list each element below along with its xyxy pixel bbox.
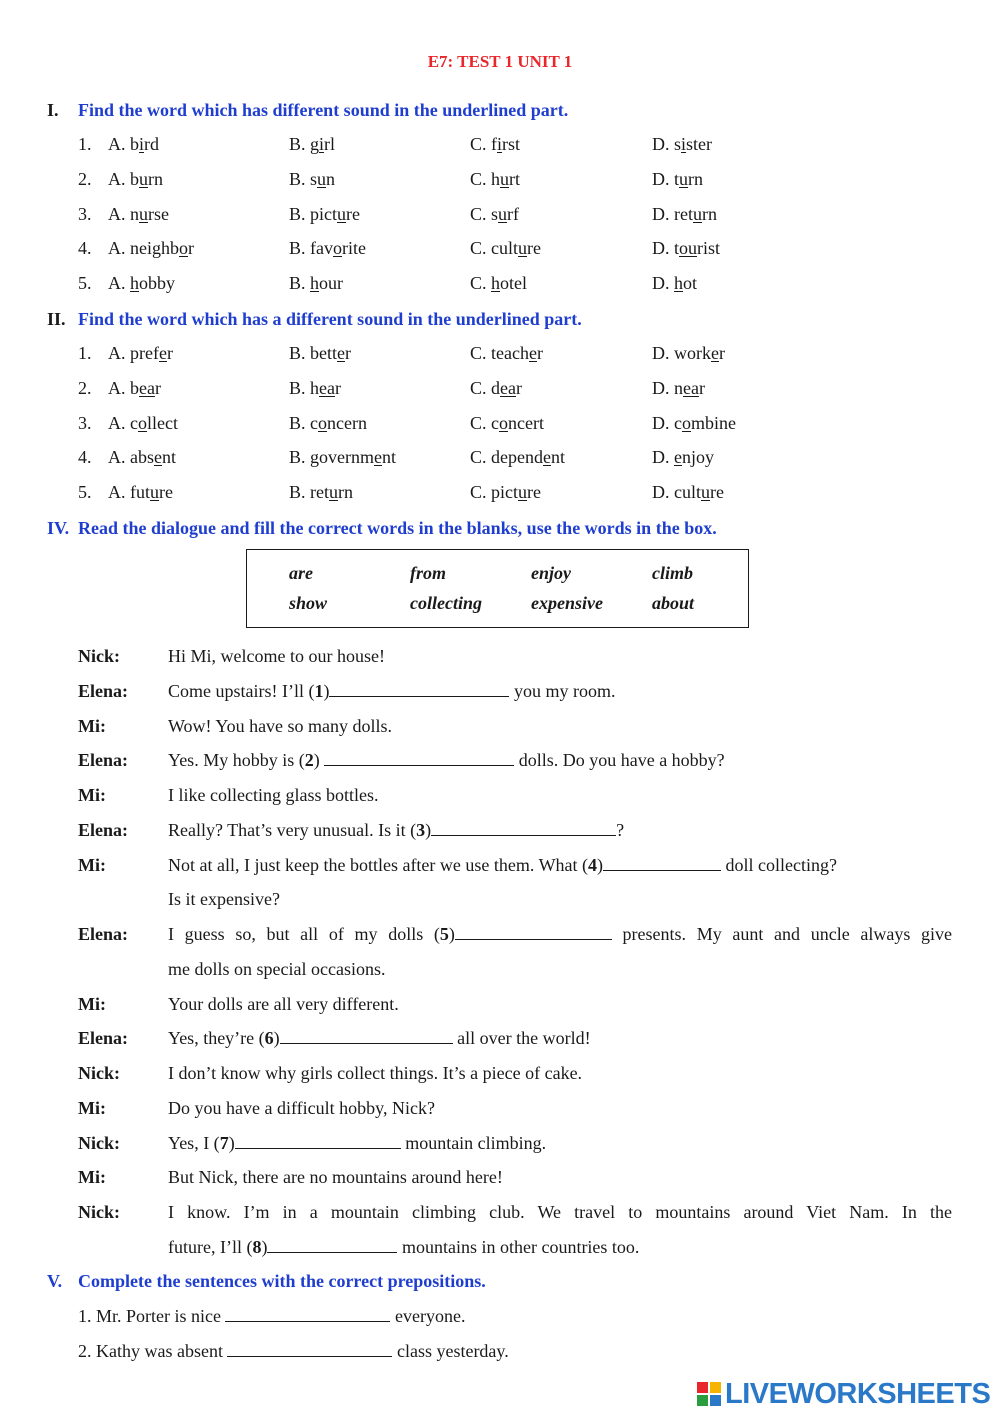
underlined-part: ea	[500, 377, 516, 398]
answer-option[interactable]: A. bear	[108, 377, 161, 398]
question-row	[78, 238, 978, 264]
dialogue-text: I guess so, but all of my dolls (5) presents. My aunt and uncle always give	[168, 924, 952, 944]
answer-option[interactable]: B. picture	[289, 203, 360, 224]
speaker-name: Nick:	[78, 1132, 120, 1153]
question-number: 2.	[78, 168, 92, 189]
blank-number: 8	[252, 1236, 262, 1257]
answer-option[interactable]: A. nurse	[108, 203, 169, 224]
logo-square	[697, 1395, 708, 1406]
logo-square	[710, 1382, 721, 1393]
answer-option[interactable]: B. return	[289, 482, 353, 503]
question-number: 3.	[78, 203, 92, 224]
speaker-name: Mi:	[78, 854, 106, 875]
answer-blank[interactable]	[227, 1342, 392, 1357]
page-title: E7: TEST 1 UNIT 1	[427, 52, 573, 71]
dialogue-text: Yes, they’re (6) all over the world!	[168, 1028, 591, 1049]
underlined-part: u	[518, 238, 527, 259]
underlined-part: ea	[319, 377, 335, 398]
answer-blank[interactable]	[431, 821, 616, 836]
speaker-name: Mi:	[78, 993, 106, 1014]
speaker-name: Mi:	[78, 785, 106, 805]
answer-blank[interactable]	[280, 1029, 453, 1044]
answer-option[interactable]: C. culture	[470, 238, 541, 259]
question-number: 1.	[78, 134, 92, 154]
logo-square	[710, 1395, 721, 1406]
word-box-item: expensive	[531, 593, 603, 613]
section-5-text: Complete the sentences with the correct prepositions.	[78, 1271, 486, 1291]
answer-option[interactable]: C. concert	[470, 412, 544, 433]
underlined-part: o	[138, 412, 147, 433]
underlined-part: e	[337, 343, 345, 363]
underlined-part: u	[317, 168, 327, 189]
underlined-part: u	[329, 482, 338, 503]
question-number: 3.	[78, 412, 92, 433]
underlined-part: u	[679, 168, 688, 189]
answer-option[interactable]: D. turn	[652, 168, 703, 189]
answer-blank[interactable]	[225, 1307, 390, 1322]
underlined-part: e	[154, 447, 162, 468]
answer-option[interactable]: B. government	[289, 447, 397, 468]
underlined-part: h	[491, 273, 501, 294]
answer-blank[interactable]	[329, 682, 509, 697]
answer-blank[interactable]	[603, 856, 721, 871]
underlined-part: i	[681, 134, 687, 154]
dialogue-text: Your dolls are all very different.	[168, 993, 399, 1014]
answer-blank[interactable]	[267, 1238, 397, 1253]
speaker-name: Nick:	[78, 1063, 120, 1083]
answer-option[interactable]: C. teacher	[470, 343, 543, 363]
word-box-item: collecting	[410, 593, 482, 613]
answer-option[interactable]: A. future	[108, 482, 173, 503]
underlined-part: u	[518, 482, 527, 503]
word-box-item: enjoy	[531, 563, 571, 583]
section-1-heading	[47, 100, 568, 121]
speaker-name: Mi:	[78, 1097, 106, 1118]
answer-option[interactable]: B. sun	[289, 168, 336, 189]
question-row	[78, 204, 978, 230]
underlined-part: u	[701, 482, 710, 503]
speaker-name: Elena:	[78, 750, 129, 771]
word-box	[246, 549, 749, 628]
answer-option[interactable]: D. sister	[652, 134, 713, 154]
answer-option[interactable]: B. hour	[289, 273, 344, 294]
question-number: 4.	[78, 447, 92, 468]
logo-mark-icon	[697, 1382, 721, 1406]
underlined-part: e	[158, 343, 167, 363]
question-number: 2.	[78, 377, 92, 398]
answer-option[interactable]: D. tourist	[652, 238, 721, 259]
underlined-part: i	[319, 134, 325, 154]
answer-option[interactable]: C. dependent	[470, 447, 565, 468]
underlined-part: o	[179, 238, 188, 259]
speaker-name: Elena:	[78, 819, 129, 840]
question-row	[78, 169, 978, 195]
dialogue-text: Not at all, I just keep the bottles after we use them. What (4) doll collecting?	[168, 854, 838, 875]
underlined-part: ea	[683, 377, 699, 398]
question-row	[78, 134, 978, 160]
question-row	[78, 447, 978, 473]
section-4-number: IV.	[47, 518, 70, 538]
answer-option[interactable]: D. hot	[652, 273, 698, 294]
blank-number: 4	[588, 854, 598, 875]
dialogue-text: Wow! You have so many dolls.	[168, 715, 393, 736]
underlined-part: ea	[139, 377, 155, 398]
answer-option[interactable]: D. culture	[652, 482, 724, 503]
question-number: 5.	[78, 482, 92, 503]
dialogue-text: Is it expensive?	[168, 889, 280, 910]
underlined-part: u	[337, 203, 346, 224]
underlined-part: e	[528, 343, 537, 363]
underlined-part: e	[674, 447, 682, 468]
answer-option[interactable]: C. first	[470, 134, 521, 154]
answer-option[interactable]: A. absent	[108, 447, 177, 468]
answer-blank[interactable]	[324, 751, 514, 766]
speaker-name: Mi:	[78, 1167, 106, 1188]
answer-blank[interactable]	[235, 1134, 401, 1149]
dialogue-text: future, I’ll (8) mountains in other countries too.	[168, 1236, 640, 1257]
answer-option[interactable]: C. surf	[470, 203, 520, 224]
answer-option[interactable]: A. hobby	[108, 273, 175, 294]
answer-option[interactable]: A. burn	[108, 168, 163, 189]
section-2-heading	[47, 309, 582, 330]
section-4-text: Read the dialogue and fill the correct words in the blanks, use the words in the box.	[78, 518, 717, 538]
answer-option[interactable]: D. combine	[652, 412, 736, 433]
word-box-item: show	[289, 593, 328, 613]
speaker-name: Elena:	[78, 924, 129, 944]
dialogue-text: Hi Mi, welcome to our house!	[168, 646, 385, 666]
dialogue-text: Yes, I (7) mountain climbing.	[168, 1132, 547, 1153]
question-row	[78, 413, 978, 439]
speaker-name: Nick:	[78, 1202, 120, 1222]
dialogue-text: But Nick, there are no mountains around here!	[168, 1167, 503, 1188]
answer-blank[interactable]	[455, 925, 612, 940]
answer-option[interactable]: B. concern	[289, 412, 367, 433]
answer-option[interactable]: D. enjoy	[652, 447, 715, 468]
underlined-part: h	[130, 273, 139, 294]
underlined-part: i	[497, 134, 503, 154]
speaker-name: Elena:	[78, 680, 129, 701]
answer-option[interactable]: D. near	[652, 377, 705, 398]
underlined-part: h	[310, 273, 320, 294]
underlined-part: h	[674, 273, 683, 294]
answer-option[interactable]: C. picture	[470, 482, 541, 503]
blank-number: 7	[219, 1132, 229, 1153]
answer-option[interactable]: D. worker	[652, 343, 725, 363]
question-number: 4.	[78, 238, 92, 259]
question-row	[78, 273, 978, 299]
answer-option[interactable]: C. hotel	[470, 273, 528, 294]
underlined-part: o	[682, 412, 691, 433]
underlined-part: o	[499, 412, 508, 433]
speaker-name: Nick:	[78, 646, 120, 666]
liveworksheets-logo	[697, 1378, 990, 1410]
question-row	[78, 482, 978, 508]
answer-option[interactable]: A. prefer	[108, 343, 173, 363]
underlined-part: e	[711, 343, 719, 363]
dialogue-text: I know. I’m in a mountain climbing club. We travel to mountains around Viet Nam. In the	[168, 1202, 952, 1222]
question-number: 5.	[78, 273, 92, 294]
underlined-part: o	[333, 238, 342, 259]
underlined-part: u	[150, 482, 159, 503]
blank-number: 2	[304, 750, 314, 771]
section-5-number: V.	[47, 1271, 63, 1291]
underlined-part: u	[500, 168, 510, 189]
answer-option[interactable]: D. return	[652, 203, 717, 224]
dialogue-text: Yes. My hobby is (2) dolls. Do you have a hobby?	[168, 750, 725, 771]
underlined-part: u	[692, 203, 702, 224]
answer-option[interactable]: B. better	[289, 343, 351, 363]
word-box-item: climb	[652, 563, 693, 583]
answer-option[interactable]: A. bird	[108, 134, 160, 154]
speaker-name: Mi:	[78, 715, 106, 736]
section-5-heading	[47, 1271, 486, 1292]
dialogue-text: I like collecting glass bottles.	[168, 785, 379, 805]
question-row	[78, 343, 978, 369]
word-box-item: from	[410, 563, 446, 583]
section-2-number: II.	[47, 309, 66, 329]
logo-text: LIVEWORKSHEETS	[725, 1377, 991, 1410]
question-number: 1.	[78, 343, 92, 363]
answer-option[interactable]: B. girl	[289, 134, 336, 154]
underlined-part: o	[318, 412, 327, 433]
speaker-name: Elena:	[78, 1028, 129, 1049]
section-2-text: Find the word which has a different sound in the underlined part.	[78, 309, 582, 329]
section-1-number: I.	[47, 100, 59, 120]
underlined-part: u	[139, 203, 148, 224]
dialogue-text: I don’t know why girls collect things. It’s a piece of cake.	[168, 1063, 583, 1083]
preposition-question-2: 2. Kathy was absent class yesterday.	[78, 1341, 509, 1361]
dialogue-text: me dolls on special occasions.	[168, 958, 386, 979]
answer-option[interactable]: A. neighbor	[108, 238, 194, 259]
underlined-part: e	[542, 447, 551, 468]
question-row	[78, 378, 978, 404]
underlined-part: ou	[679, 238, 697, 259]
blank-number: 6	[264, 1028, 274, 1049]
underlined-part: i	[139, 134, 145, 154]
underlined-part: u	[139, 168, 148, 189]
preposition-question-1: 1. Mr. Porter is nice everyone.	[78, 1306, 466, 1326]
dialogue-text: Come upstairs! I’ll (1) you my room.	[168, 680, 616, 701]
answer-option[interactable]: A. collect	[108, 412, 178, 433]
answer-option[interactable]: B. hear	[289, 377, 341, 398]
blank-number: 1	[314, 680, 324, 701]
answer-option[interactable]: C. dear	[470, 377, 522, 398]
logo-square	[697, 1382, 708, 1393]
section-4-heading	[47, 518, 717, 539]
answer-option[interactable]: B. favorite	[289, 238, 366, 259]
section-1-text: Find the word which has different sound in the underlined part.	[78, 100, 569, 120]
dialogue-text: Do you have a difficult hobby, Nick?	[168, 1097, 435, 1118]
blank-number: 5	[439, 924, 449, 944]
dialogue-text: Really? That’s very unusual. Is it (3) ?	[168, 819, 625, 840]
word-box-item: about	[652, 593, 695, 613]
underlined-part: e	[374, 447, 382, 468]
answer-option[interactable]: C. hurt	[470, 168, 521, 189]
underlined-part: u	[498, 203, 508, 224]
blank-number: 3	[416, 819, 426, 840]
word-box-item: are	[289, 563, 313, 583]
